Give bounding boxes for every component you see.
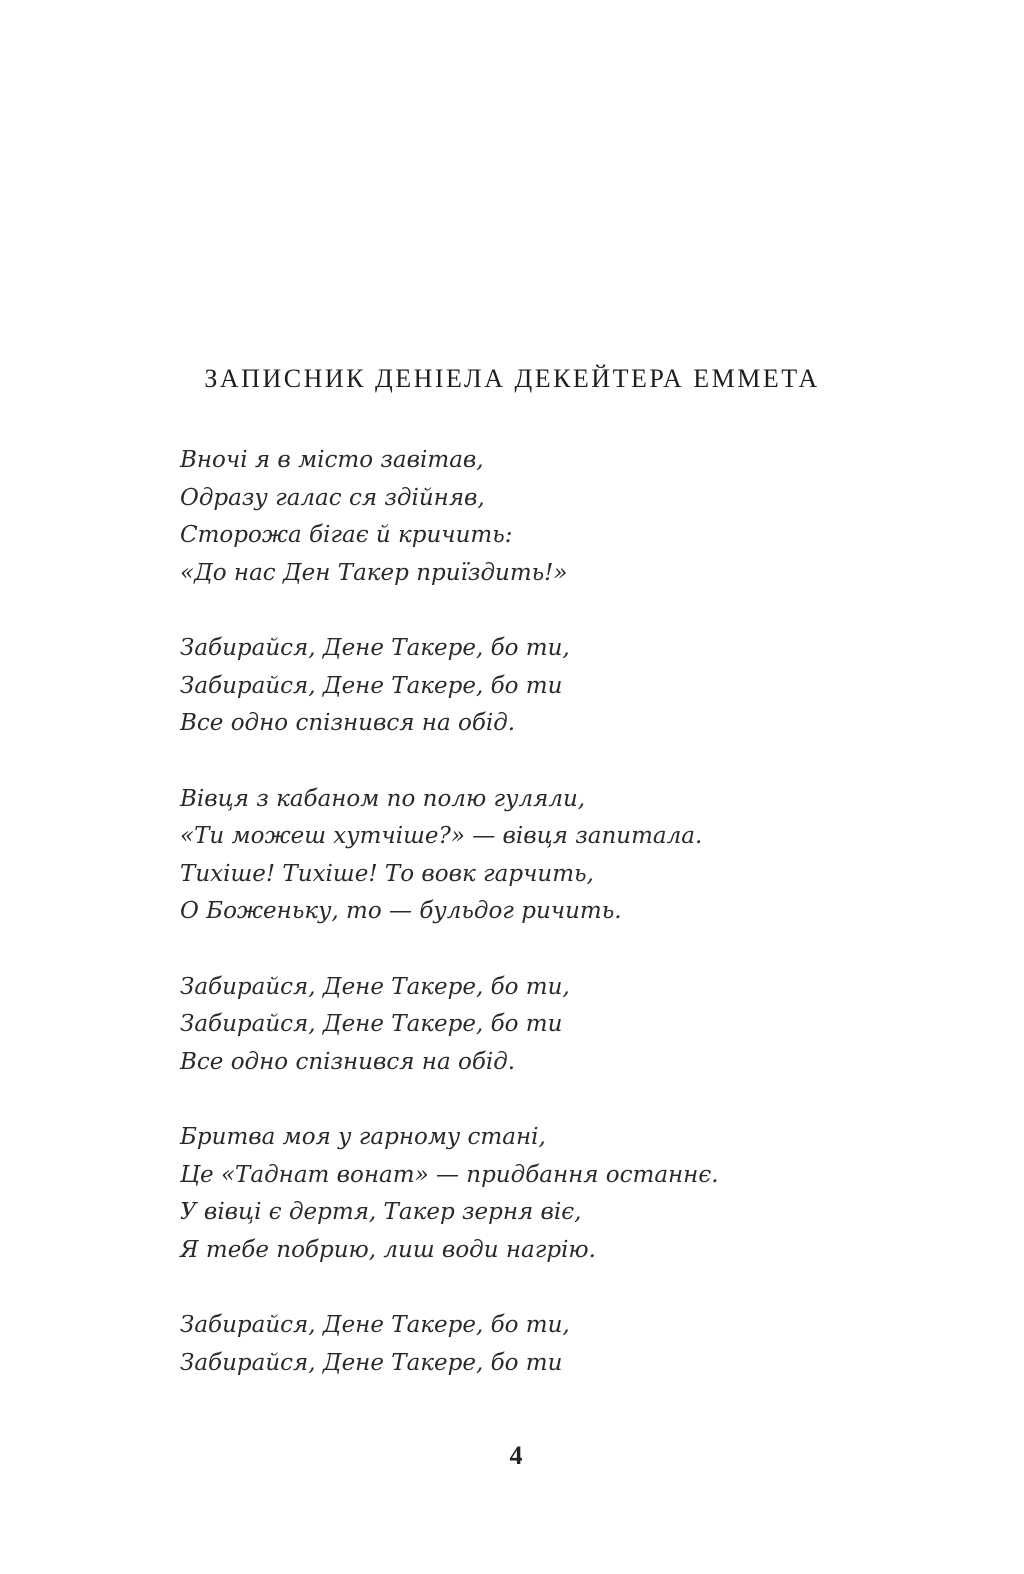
- poem-line: Все одно спізнився на обід.: [180, 1048, 516, 1075]
- poem-line: Забирайся, Дене Такере, бо ти: [180, 1349, 563, 1376]
- poem-line: Забирайся, Дене Такере, бо ти,: [180, 973, 570, 1000]
- poem-line: Забирайся, Дене Такере, бо ти: [180, 672, 563, 699]
- stanza-2-refrain: [180, 630, 820, 743]
- poem-line: Забирайся, Дене Такере, бо ти: [180, 1011, 563, 1037]
- stanza-1: [180, 442, 820, 592]
- page-number: 4: [509, 1441, 523, 1470]
- poem-line: Вночі я в місто завітав,: [180, 447, 484, 473]
- poem-line: Це «Таднат вонат» — придбання останнє.: [180, 1161, 719, 1188]
- page-title: ЗАПИСНИК ДЕНІЕЛА ДЕКЕЙТЕРА ЕММЕТА: [204, 364, 820, 393]
- poem-line: Забирайся, Дене Такере, бо ти,: [180, 1312, 570, 1338]
- poem-line: Бритва моя у гарному стані,: [180, 1124, 546, 1150]
- poem-line: «До нас Ден Такер приїздить!»: [180, 559, 568, 586]
- stanza-5: [180, 1119, 820, 1269]
- poem-line: О Боженьку, то — бульдог ричить.: [180, 898, 622, 924]
- poem-line: Забирайся, Дене Такере, бо ти,: [180, 635, 570, 661]
- poem-line: Одразу галас ся здійняв,: [180, 484, 485, 511]
- poem-line: Вівця з кабаном по полю гуляли,: [180, 785, 586, 812]
- poem-line: У вівці є дертя, Такер зерня віє,: [180, 1199, 582, 1225]
- poem-line: Все одно спізнився на обід.: [180, 710, 516, 736]
- stanza-6-refrain: [180, 1307, 820, 1382]
- poem-line: «Ти можеш хутчіше?» — вівця запитала.: [180, 823, 703, 849]
- stanza-4-refrain: [180, 969, 820, 1082]
- poem-line: Тихіше! Тихіше! То вовк гарчить,: [180, 860, 594, 887]
- stanza-3: [180, 781, 820, 931]
- poem-line: Сторожа бігає й кричить:: [180, 522, 513, 548]
- poem-line: Я тебе побрию, лиш води нагрію.: [180, 1236, 596, 1263]
- poem: [180, 442, 820, 1420]
